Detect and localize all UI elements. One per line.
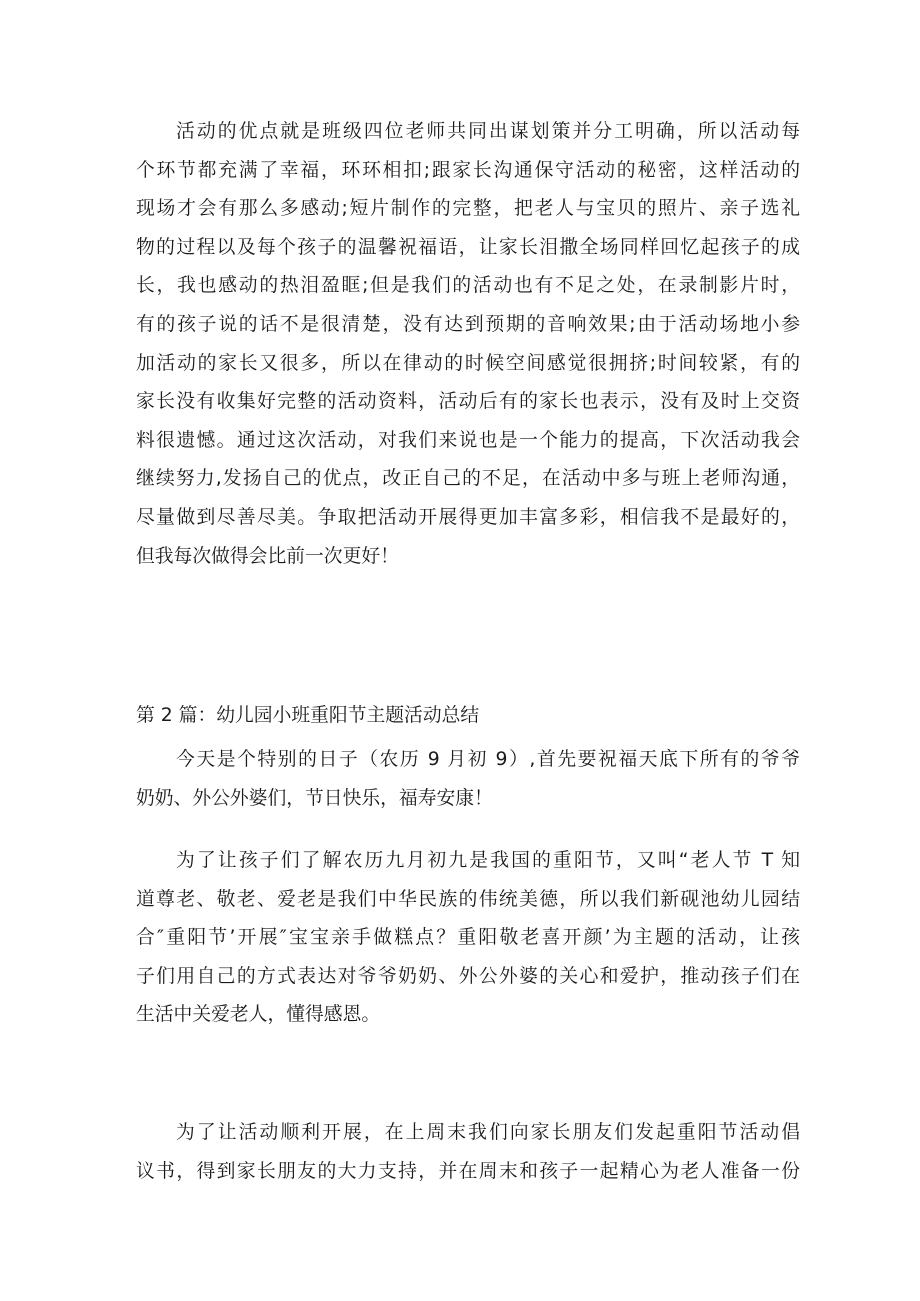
paragraph-line: 料很遗憾。通过这次活动，对我们来说也是一个能力的提高，下次活动我会 (136, 429, 800, 451)
paragraph-summary (136, 113, 800, 576)
paragraph-line: 道尊老、敬老、爱老是我们中华民族的伟统美德，所以我们新砚池幼儿园结 (136, 888, 800, 910)
paragraph-line: 议书，得到家长朋友的大力支持，并在周末和孩子一起精心为老人准备一份 (136, 1160, 800, 1182)
paragraph-line: 生活中关爱老人，懂得感恩。 (136, 1004, 381, 1026)
paragraph-line: 个环节都充满了幸福，环环相扣;跟家长沟通保守活动的秘密，这样活动的 (136, 159, 800, 181)
paragraph-line: 加活动的家长又很多，所以在律动的时候空间感觉很拥挤;时间较紧，有的 (136, 352, 800, 374)
paragraph-line: 为了让活动顺利开展，在上周末我们向家长朋友们发起重阳节活动倡 (176, 1122, 800, 1143)
paragraph-line: 子们用自己的方式表达对爷爷奶奶、外公外婆的关心和爱护，推动孩子们在 (136, 965, 800, 987)
heading-text: 第 2 篇：幼儿园小班重阳节主题活动总结 (136, 705, 480, 726)
paragraph-line: 尽量做到尽善尽美。争取把活动开展得更加丰富多彩，相信我不是最好的， (136, 506, 800, 528)
paragraph-line: 奶奶、外公外婆们，节日快乐，福寿安康！ (136, 787, 493, 809)
paragraph-line: 今天是个特别的日子（农历 9 月初 9）,首先要祝福天底下所有的爷爷 (176, 749, 800, 770)
paragraph-purpose (136, 842, 800, 1035)
paragraph-line: 继续努力,发扬自己的优点，改正自己的不足，在活动中多与班上老师沟通， (136, 468, 800, 490)
paragraph-line: 现场才会有那么多感动;短片制作的完整，把老人与宝贝的照片、亲子选礼 (136, 198, 800, 220)
paragraph-line: 活动的优点就是班级四位老师共同出谋划策并分工明确，所以活动每 (176, 121, 800, 142)
paragraph-line: 有的孩子说的话不是很清楚，没有达到预期的音响效果;由于活动场地小参 (136, 313, 800, 335)
section-heading (136, 697, 800, 736)
paragraph-preparation (136, 1114, 800, 1191)
paragraph-line: 合″重阳节’开展″宝宝亲手做糕点？重阳敬老喜开颜’为主题的活动，让孩 (136, 927, 800, 949)
paragraph-line: 物的过程以及每个孩子的温馨祝福语，让家长泪撒全场同样回忆起孩子的成 (136, 236, 800, 258)
paragraph-intro (136, 741, 800, 818)
paragraph-line: 为了让孩子们了解农历九月初九是我国的重阳节，又叫“老人节 T 知 (176, 850, 800, 871)
paragraph-line: 但我每次做得会比前一次更好！ (136, 545, 399, 567)
paragraph-line: 长，我也感动的热泪盈眶;但是我们的活动也有不足之处，在录制影片时， (136, 275, 800, 297)
paragraph-line: 家长没有收集好完整的活动资料，活动后有的家长也表示，没有及时上交资 (136, 391, 800, 413)
